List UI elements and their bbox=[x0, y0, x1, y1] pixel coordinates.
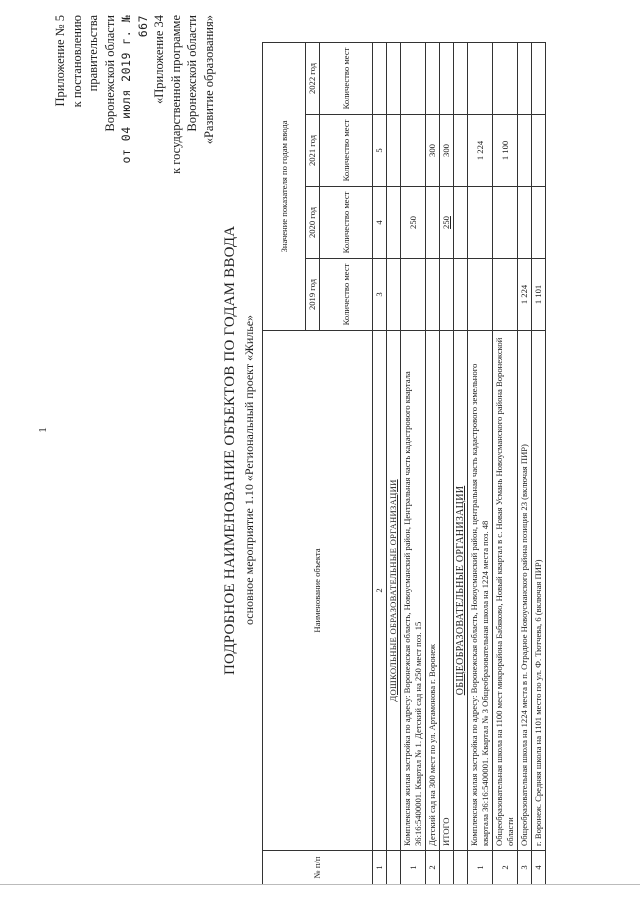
empty-cell bbox=[387, 42, 401, 114]
row-name: Комплексная жилая застройка по адресу: Воронежская область, Новоусманский район, центральная часть кадастрового земельного квартала 36:16:5400001. Квартал № 3 Общеобразовательная школа на 1224 места поз. 48 bbox=[468, 331, 493, 851]
section-title-preschool: ДОШКОЛЬНЫЕ ОБРАЗОВАТЕЛЬНЫЕ ОРГАНИЗАЦИИ bbox=[387, 331, 401, 851]
section-row bbox=[454, 42, 468, 884]
objects-table bbox=[262, 42, 546, 885]
section-num bbox=[387, 851, 401, 885]
index-cell: 4 bbox=[373, 187, 387, 259]
value-2021: 1 100 bbox=[493, 115, 518, 187]
header-group: Значение показателя по годам ввода bbox=[263, 42, 306, 330]
approval-line: Воронежской области bbox=[102, 15, 117, 132]
value-2020 bbox=[493, 187, 518, 259]
document-title: ПОДРОБНОЕ НАИМЕНОВАНИЕ ОБЪЕКТОВ ПО ГОДАМ ВВОДА bbox=[222, 225, 238, 675]
table-row bbox=[401, 42, 426, 884]
approval-line: «Развитие образования» bbox=[201, 15, 216, 145]
approval-date-line: от 04 июля 2019 г. № 667 bbox=[119, 15, 150, 164]
value-2021: 1 224 bbox=[468, 115, 493, 187]
index-cell: 2 bbox=[373, 331, 387, 851]
value-2022 bbox=[532, 42, 546, 114]
document-subtitle: основное мероприятие 1.10 «Региональный проект «Жилье» bbox=[242, 314, 256, 625]
header-unit: Количество мест bbox=[320, 187, 373, 259]
index-cell: 1 bbox=[373, 851, 387, 885]
row-num: 3 bbox=[518, 851, 532, 885]
header-name: Наименование объекта bbox=[263, 331, 373, 851]
value-2019: 1 101 bbox=[532, 259, 546, 331]
value-2022 bbox=[493, 42, 518, 114]
total-2020: 250 bbox=[440, 187, 454, 259]
table-row bbox=[493, 42, 518, 884]
header-year: 2022 год bbox=[306, 42, 320, 114]
row-num bbox=[440, 851, 454, 885]
value-2019 bbox=[426, 259, 440, 331]
approval-block bbox=[52, 15, 217, 185]
section-num bbox=[454, 851, 468, 885]
page-number: 1 bbox=[36, 427, 49, 433]
total-2019 bbox=[440, 259, 454, 331]
table-header-row bbox=[263, 42, 306, 884]
table-row bbox=[532, 42, 546, 884]
value-2019 bbox=[468, 259, 493, 331]
header-year: 2020 год bbox=[306, 187, 320, 259]
value-2022 bbox=[426, 42, 440, 114]
row-num: 2 bbox=[493, 851, 518, 885]
value-2021 bbox=[401, 115, 426, 187]
header-unit: Количество мест bbox=[320, 42, 373, 114]
approval-line: к постановлению правительства bbox=[69, 15, 100, 108]
value-2020: 250 bbox=[401, 187, 426, 259]
row-num: 1 bbox=[401, 851, 426, 885]
total-row bbox=[440, 42, 454, 884]
row-name: Детский сад на 300 мест по ул. Артамонова г. Воронеж bbox=[426, 331, 440, 851]
row-num: 2 bbox=[426, 851, 440, 885]
row-name: Комплексная жилая застройка по адресу: Воронежская область, Новоусманский район, Центральная часть кадастрового квартала 36:16:5400001. Квартал № 1. Детский сад на 250 мест поз. 15 bbox=[401, 331, 426, 851]
value-2021: 300 bbox=[426, 115, 440, 187]
approval-line: Приложение № 5 bbox=[53, 15, 67, 107]
value-2021 bbox=[532, 115, 546, 187]
row-num: 4 bbox=[532, 851, 546, 885]
index-cell: 5 bbox=[373, 115, 387, 187]
table-row bbox=[518, 42, 532, 884]
header-year: 2019 год bbox=[306, 259, 320, 331]
value-2020 bbox=[426, 187, 440, 259]
approval-line: Воронежской области bbox=[185, 15, 199, 132]
value-2021 bbox=[518, 115, 532, 187]
header-num: № п/п bbox=[263, 851, 373, 885]
total-label: ИТОГО bbox=[440, 331, 454, 851]
value-2022 bbox=[518, 42, 532, 114]
approval-line: к государственной программе bbox=[168, 15, 183, 174]
row-num: 1 bbox=[468, 851, 493, 885]
table-row bbox=[426, 42, 440, 884]
empty-cell bbox=[387, 115, 401, 187]
value-2019 bbox=[401, 259, 426, 331]
value-2019: 1 224 bbox=[518, 259, 532, 331]
empty-cell bbox=[454, 187, 468, 259]
table-row bbox=[468, 42, 493, 884]
header-year: 2021 год bbox=[306, 115, 320, 187]
value-2020 bbox=[468, 187, 493, 259]
value-2019 bbox=[493, 259, 518, 331]
section-title-general: ОБЩЕОБРАЗОВАТЕЛЬНЫЕ ОРГАНИЗАЦИИ bbox=[454, 331, 468, 851]
empty-cell bbox=[387, 259, 401, 331]
header-unit: Количество мест bbox=[320, 259, 373, 331]
empty-cell bbox=[454, 259, 468, 331]
row-name: Общеобразовательная школа на 1224 места в п. Отрадное Новоусманского района позиция 23 (включая ПИР) bbox=[518, 331, 532, 851]
empty-cell bbox=[387, 187, 401, 259]
header-unit: Количество мест bbox=[320, 115, 373, 187]
empty-cell bbox=[454, 42, 468, 114]
approval-line: «Приложение 34 bbox=[152, 15, 166, 104]
value-2020 bbox=[518, 187, 532, 259]
index-cell bbox=[373, 42, 387, 114]
index-cell: 3 bbox=[373, 259, 387, 331]
empty-cell bbox=[454, 115, 468, 187]
total-2022 bbox=[440, 42, 454, 114]
section-row bbox=[387, 42, 401, 884]
value-2022 bbox=[468, 42, 493, 114]
page-edge-rule bbox=[0, 884, 640, 885]
index-row bbox=[373, 42, 387, 884]
value-2022 bbox=[401, 42, 426, 114]
row-name: г. Воронеж. Средняя школа на 1101 место по ул. Ф. Тютчева, 6 (включая ПИР) bbox=[532, 331, 546, 851]
row-name: Общеобразовательная школа на 1100 мест микрорайона Бабяково, Новый квартал в с. Новая Усмань Новоусманского района Воронежской области bbox=[493, 331, 518, 851]
total-2021: 300 bbox=[440, 115, 454, 187]
value-2020 bbox=[532, 187, 546, 259]
